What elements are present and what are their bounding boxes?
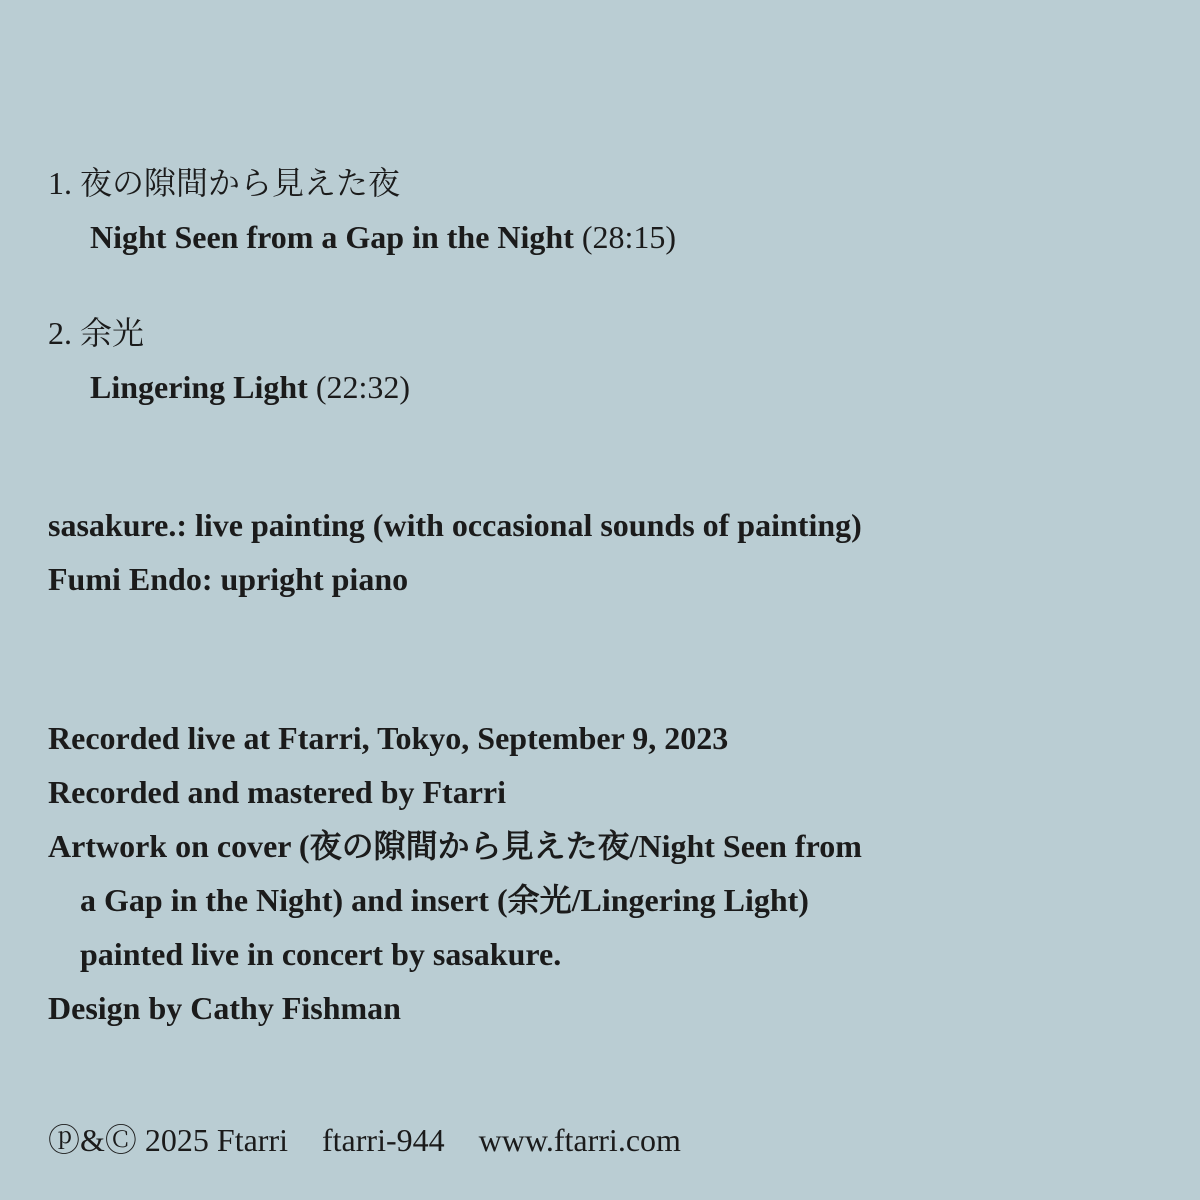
footer bbox=[48, 1113, 681, 1167]
credits-block bbox=[48, 711, 862, 1035]
track-title-en: Night Seen from a Gap in the Night bbox=[90, 219, 574, 255]
track-title-jp: 1. 夜の隙間から見えた夜 bbox=[48, 165, 401, 201]
copyright-notice: ⓟ&Ⓒ 2025 Ftarri bbox=[48, 1122, 288, 1158]
artwork-credit-line-2: a Gap in the Night) and insert (余光/Lingering Light) bbox=[80, 882, 809, 918]
design-credit: Design by Cathy Fishman bbox=[48, 990, 401, 1026]
recording-credit: Recorded live at Ftarri, Tokyo, September 9, 2023 bbox=[48, 720, 729, 756]
website-link[interactable]: www.ftarri.com bbox=[478, 1122, 681, 1158]
catalog-number: ftarri-944 bbox=[322, 1122, 445, 1158]
personnel-list bbox=[48, 498, 862, 606]
track-item bbox=[48, 306, 676, 414]
track-title-en-line bbox=[48, 360, 676, 414]
track-title-en-line bbox=[48, 210, 676, 264]
track-duration: (28:15) bbox=[581, 219, 677, 255]
artwork-credit-line-3: painted live in concert by sasakure. bbox=[80, 936, 562, 972]
personnel-item: Fumi Endo: upright piano bbox=[48, 561, 409, 597]
track-item bbox=[48, 156, 676, 264]
track-title-jp: 2. 余光 bbox=[48, 315, 145, 351]
track-list bbox=[48, 156, 676, 414]
artwork-credit-line-1: Artwork on cover (夜の隙間から見えた夜/Night Seen from bbox=[48, 828, 862, 864]
track-title-en: Lingering Light bbox=[90, 369, 308, 405]
mastering-credit: Recorded and mastered by Ftarri bbox=[48, 774, 506, 810]
track-duration: (22:32) bbox=[315, 369, 411, 405]
personnel-item: sasakure.: live painting (with occasional sounds of painting) bbox=[48, 507, 862, 543]
